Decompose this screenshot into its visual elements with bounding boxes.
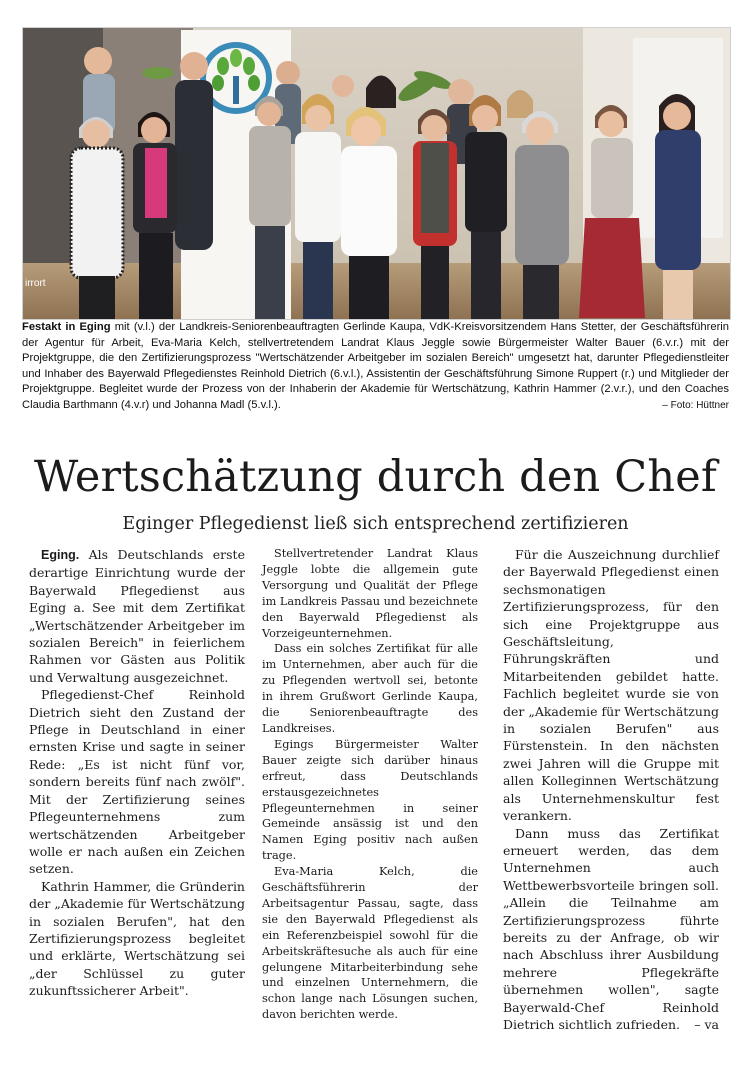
article-paragraph: Egings Bürgermeister Walter Bauer zeigte sich darüber hinaus erfreut, dass Deutschlands erstausgezeichnetes Pflegeunternehmen in seiner Gemeinde ansässig ist und den Namen Eging positiv nach außen trage.: [262, 737, 478, 863]
article-column-2: [262, 546, 478, 1023]
caption-text: mit (v.l.) der Landkreis-Seniorenbeauftragten Gerlinde Kaupa, VdK-Kreisvorsitzendem Hans Stetter, der Geschäftsführerin der Agentur für Arbeit, Eva-Maria Kelch, stellvertretendem Landrat Klaus Jeggle sowie Bürgermeister Walter Bauer (6.v.r.) mit der Projektgruppe, die den Zertifizierungsprozess "Wertschätzender Arbeitgeber im sozialen Bereich" umgesetzt hat, darunter Pflegedienstleiter und Inhaber des Bayerwald Pflegedienstes Reinhold Dietrich (6.v.l.), Assistentin der Geschäftsführung Simone Ruppert (r.) und Mitglieder der Projektgruppe. Begleitet wurde der Prozess von der Inhaberin der Akademie für Wertschätzung, Kathrin Hammer (2.v.r.), und den Coaches Claudia Barthmann (4.v.r) und Johanna Madl (5.v.l.).: [22, 321, 730, 411]
headline: Wertschätzung durch den Chef: [33, 452, 718, 502]
photo-credit: – Foto: Hüttner: [662, 399, 729, 411]
article-paragraph: [29, 546, 245, 686]
article-paragraph-text: Dann muss das Zertifikat erneuert werden, das dem Unternehmen auch Wettbewerbsvorteile bringen soll. „Allein die Teilnahme am Zertifizierungsprozess führte bereits zu der Anfrage, ob wir nach Abschluss ihrer Ausbildung mehrere Pflegekräfte übernehmen wollen", sagte Bayerwald-Chef Reinhold Dietrich sichtlich zufrieden.: [503, 825, 719, 1032]
photo-caption: [22, 320, 729, 414]
group-photo-illustration: [23, 28, 730, 319]
group-photo: [22, 27, 731, 320]
article-paragraph: [503, 825, 719, 1034]
article-paragraph-text: Als Deutschlands erste derartige Einrichtung wurde der Bayerwald Pflegedienst aus Eging a. See mit dem Zertifikat „Wertschätzender Arbeitgeber im sozialen Bereich" in feierlichem Rahmen vor Gästen aus Politik und Verwaltung ausgezeichnet.: [29, 547, 245, 685]
subheadline: Eginger Pflegedienst ließ sich entsprechend zertifizieren: [122, 514, 629, 534]
banner-text: irrort: [25, 278, 46, 289]
dateline: Eging.: [41, 548, 80, 562]
author-signature: – va: [694, 1016, 719, 1032]
article-paragraph: Pflegedienst-Chef Reinhold Dietrich sieht den Zustand der Pflege in Deutschland in einer ernsten Krise und sagte in seiner Rede: „Es ist nicht fünf vor, sondern bereits fünf nach zwölf". Mit der Zertifizierung seines Pflegeunternehmens zum wertschätzenden Arbeitgeber wolle er nach außen ein Zeichen setzen.: [29, 687, 245, 877]
caption-lead: Festakt in Eging: [22, 321, 111, 333]
article-paragraph: Dass ein solches Zertifikat für alle im Unternehmen, aber auch für die zu Pflegenden wertvoll sei, betonte in ihrem Grußwort Gerlinde Kaupa, die Seniorenbeauftragte des Landkreises.: [262, 642, 478, 735]
article-body: [29, 546, 729, 1036]
article-column-3: [503, 546, 719, 1033]
article-paragraph: Kathrin Hammer, die Gründerin der „Akademie für Wertschätzung in sozialen Berufen", hat den Zertifizierungsprozess begleitet und erklärte, Wertschätzung sei „der Schlüssel zu guter zukunftssicherer Arbeit".: [29, 878, 245, 999]
people-front-row: [71, 94, 701, 319]
article-paragraph: Eva-Maria Kelch, die Geschäftsführerin der Arbeitsagentur Passau, sagte, dass sie den Bayerwald Pflegedienst als ein Referenzbeispiel sowohl für die Arbeitskräftesuche als auch für eine gelungene Mitarbeiterbindung sehe und einzelnen Unternehmern, die schon lange nach Lösungen suchen, davon berichten werde.: [262, 865, 478, 1022]
article-paragraph: Für die Auszeichnung durchlief der Bayerwald Pflegedienst einen sechsmonatigen Zertifizierungsprozess, für den sich eine Projektgruppe aus Geschäftsleitung, Führungskräften und Mitarbeitenden gebildet hatte. Fachlich begleitet wurde sie von der „Akademie für Wertschätzung in sozialen Berufen" aus Fürstenstein. In den nächsten zwei Jahren will die Gruppe mit allen Kolleginnen Wertschätzung als Unternehmenskultur fest verankern.: [503, 547, 719, 824]
article-column-1: [29, 546, 245, 1000]
article-paragraph: Stellvertretender Landrat Klaus Jeggle lobte die allgemein gute Versorgung und Qualität der Pflege im Landkreis Passau und bezeichnete den Bayerwald Pflegedienst als Vorzeigeunternehmen.: [262, 547, 478, 640]
